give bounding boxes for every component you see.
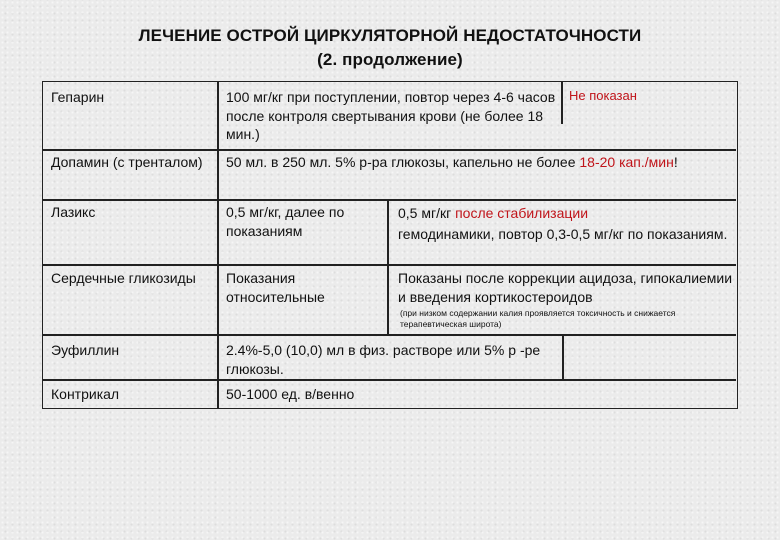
- glycosides-small-note: (при низком содержании калия проявляется токсичность и снижается терапевтическая широта): [400, 308, 676, 329]
- column-divider: [562, 334, 564, 379]
- dopamine-dose-limit: 18-20 кап./мин: [579, 154, 674, 170]
- euphyllin-drug: Эуфиллин: [51, 342, 120, 358]
- contrical-dose: 50-1000 ед. в/венно: [226, 386, 355, 402]
- contrical-drug: Контрикал: [51, 386, 120, 402]
- column-divider: [217, 82, 219, 408]
- lasix-dose: 0,5 мг/кг, далее по показаниям: [226, 204, 345, 239]
- treatment-table: [42, 81, 738, 409]
- column-divider: [561, 82, 563, 124]
- lasix-note: [398, 203, 733, 245]
- row-divider: [43, 334, 736, 336]
- dopamine-drug: Допамин (с тренталом): [51, 154, 203, 170]
- heparin-drug: Гепарин: [51, 89, 105, 105]
- column-divider: [387, 199, 389, 334]
- heparin-dose: 100 мг/кг при поступлении, повтор через 4-6 часов после контроля свертывания крови (не более 18 мин.): [226, 89, 556, 142]
- euphyllin-dose: 2.4%-5,0 (10,0) мл в физ. растворе или 5% р -ре глюкозы.: [226, 342, 541, 377]
- page-title: ЛЕЧЕНИЕ ОСТРОЙ ЦИРКУЛЯТОРНОЙ НЕДОСТАТОЧНОСТИ: [138, 26, 642, 45]
- lasix-note-rest: гемодинамики, повтор 0,3-0,5 мг/кг по показаниям.: [398, 226, 728, 242]
- glycosides-dose: Показания относительные: [226, 270, 325, 305]
- dopamine-dose-suffix: !: [673, 154, 678, 170]
- dopamine-dose-text: 50 мл. в 250 мл. 5% р-ра глюкозы, капельно не более: [226, 154, 580, 170]
- dopamine-dose: [226, 153, 731, 172]
- lasix-note-condition: после стабилизации: [455, 205, 589, 221]
- lasix-note-dose: 0,5 мг/кг: [398, 205, 456, 221]
- row-divider: [43, 199, 736, 201]
- heparin-note: Не показан: [569, 88, 637, 103]
- glycosides-note: Показаны после коррекции ацидоза, гипокалиемии и введения кортикостероидов: [398, 270, 733, 305]
- glycosides-drug: Сердечные гликозиды: [51, 270, 196, 286]
- row-divider: [43, 264, 736, 266]
- row-divider: [43, 379, 736, 381]
- page-subtitle: (2. продолжение): [317, 50, 463, 69]
- row-divider: [43, 149, 736, 151]
- lasix-drug: Лазикс: [51, 204, 96, 220]
